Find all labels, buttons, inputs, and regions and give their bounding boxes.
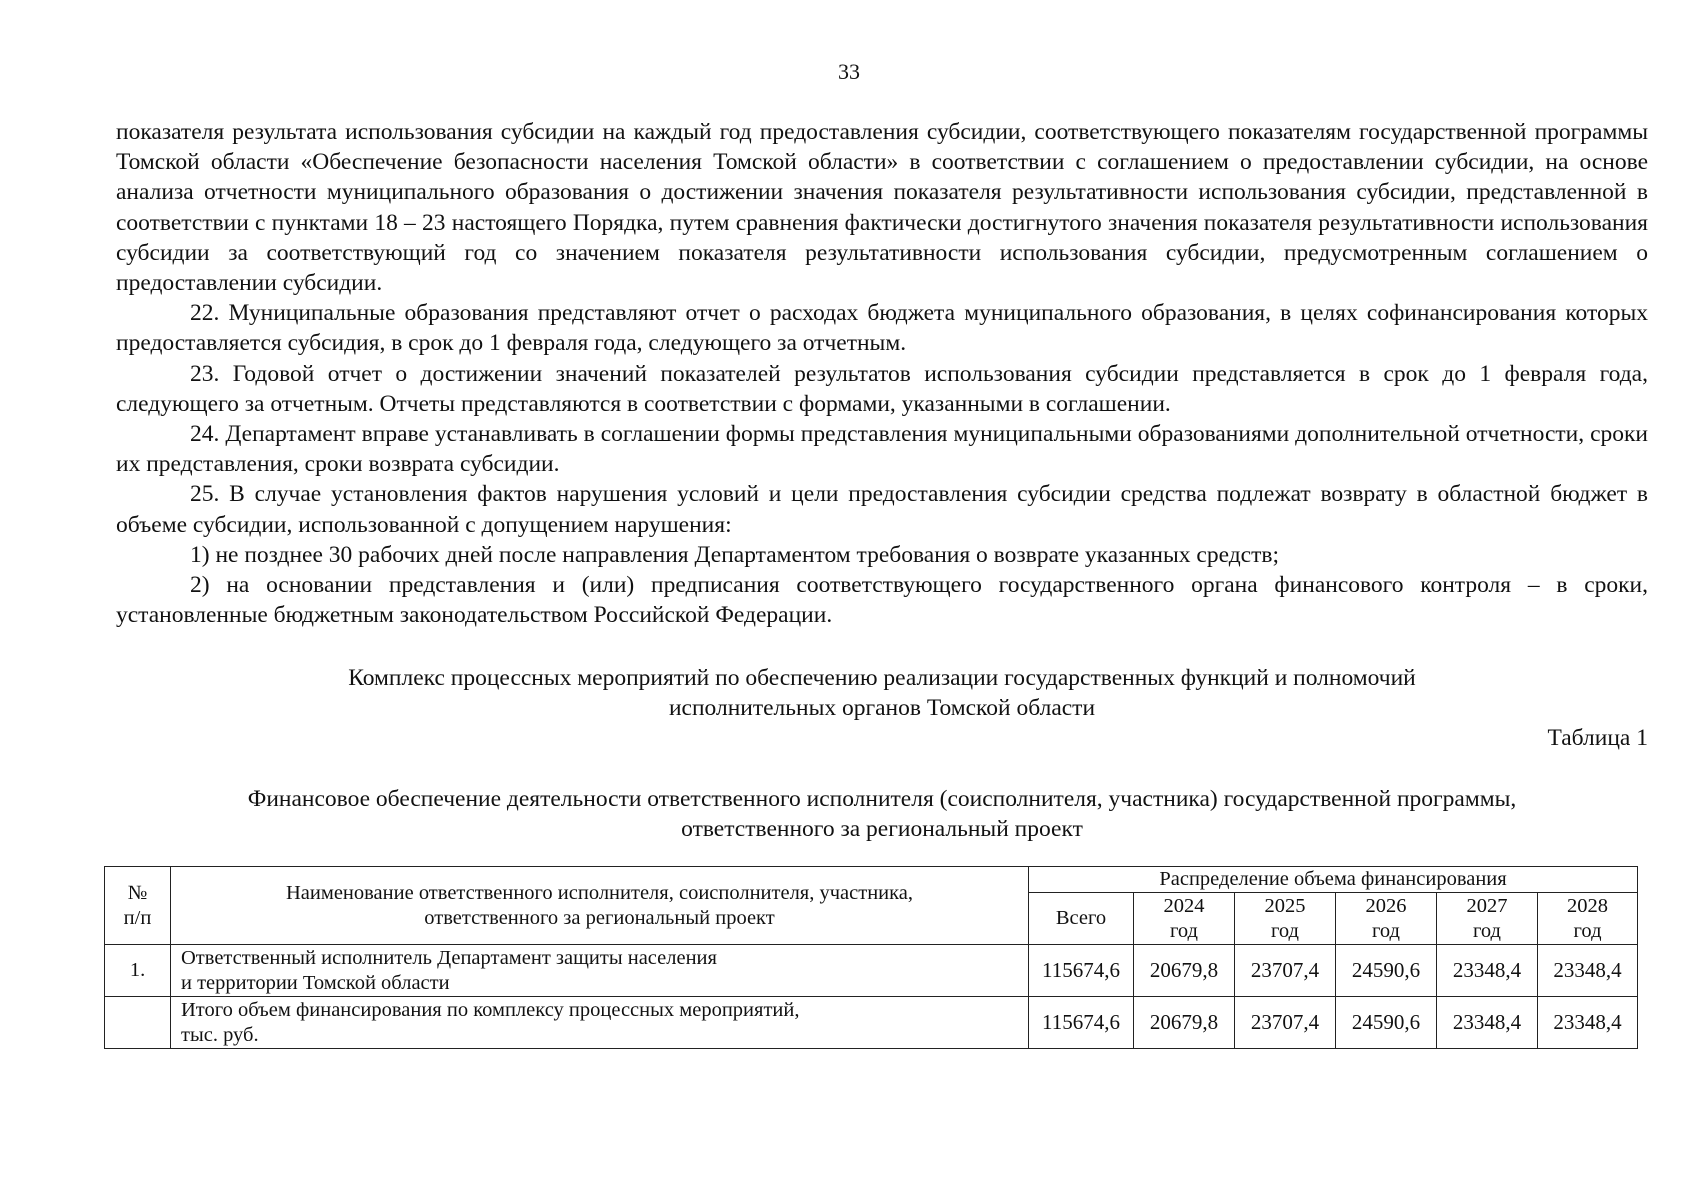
header-year-unit: год xyxy=(1473,919,1501,942)
page-number: 33 xyxy=(838,59,860,84)
complex-title-line-1: Комплекс процессных мероприятий по обеспечению реализации государственных функций и полномочий xyxy=(348,665,1416,691)
row-name xyxy=(171,945,1029,997)
paragraph-continuation: показателя результата использования субсидии на каждый год предоставления субсидии, соответствующего показателям государственной программы Томской области «Обеспечение безопасности населения Томской области» в соответствии с соглашением о предоставлении субсидии, на основе анализа отчетности муниципального образования о достижении значения показателя результативности использования субсидии, представленной в соответствии с пунктами 18 – 23 настоящего Порядка, путем сравнения фактически достигнутого значения показателя результативности использования субсидии за соответствующий год со значением показателя результативности использования субсидии, предусмотренным соглашением о предоставлении субсидии. xyxy=(116,119,1648,297)
row-value-2024: 20679,8 xyxy=(1134,997,1235,1049)
financing-title xyxy=(116,784,1648,844)
header-name xyxy=(171,867,1029,945)
financing-title-line-1: Финансовое обеспечение деятельности ответственного исполнителя (соисполнителя, участника) государственной программы, xyxy=(247,786,1517,812)
row-num: 1. xyxy=(105,945,171,997)
row-value-2026: 24590,6 xyxy=(1336,997,1437,1049)
header-distribution: Распределение объема финансирования xyxy=(1029,867,1638,893)
row-total: 115674,6 xyxy=(1029,945,1134,997)
header-name-line-2: ответственного за региональный проект xyxy=(424,906,775,929)
paragraph-24: 24. Департамент вправе устанавливать в соглашении формы представления муниципальными образованиями дополнительной отчетности, сроки их представления, сроки возврата субсидии. xyxy=(116,421,1648,478)
complex-title xyxy=(116,663,1648,723)
row-name-line-1: Ответственный исполнитель Департамент защиты населения xyxy=(181,946,717,969)
header-year-value: 2025 xyxy=(1264,894,1306,917)
header-year-value: 2024 xyxy=(1163,894,1205,917)
header-year-2024 xyxy=(1134,893,1235,945)
header-year-unit: год xyxy=(1170,919,1198,942)
row-value-2025: 23707,4 xyxy=(1235,997,1336,1049)
header-year-2028 xyxy=(1538,893,1638,945)
row-value-2028: 23348,4 xyxy=(1538,945,1638,997)
paragraph-25-item-2: 2) на основании представления и (или) предписания соответствующего государственного органа финансового контроля – в сроки, установленные бюджетным законодательством Российской Федерации. xyxy=(116,572,1648,629)
paragraph-25: 25. В случае установления фактов нарушения условий и цели предоставления субсидии средства подлежат возврату в областной бюджет в объеме субсидии, использованной с допущением нарушения: xyxy=(116,481,1648,538)
row-value-2027: 23348,4 xyxy=(1437,945,1538,997)
header-num-line-1: № xyxy=(127,881,148,904)
row-value-2027: 23348,4 xyxy=(1437,997,1538,1049)
header-year-unit: год xyxy=(1271,919,1299,942)
row-total: 115674,6 xyxy=(1029,997,1134,1049)
header-num xyxy=(105,867,171,945)
header-year-2026 xyxy=(1336,893,1437,945)
header-year-unit: год xyxy=(1372,919,1400,942)
row-name-line-1: Итого объем финансирования по комплексу процессных мероприятий, xyxy=(181,998,800,1021)
table-row-total xyxy=(105,997,1638,1049)
financing-title-line-2: ответственного за региональный проект xyxy=(681,816,1083,842)
table-row xyxy=(105,945,1638,997)
header-year-value: 2027 xyxy=(1466,894,1508,917)
header-name-line-1: Наименование ответственного исполнителя, соисполнителя, участника, xyxy=(285,881,914,904)
body-text xyxy=(116,117,1648,630)
header-year-value: 2028 xyxy=(1567,894,1609,917)
row-name xyxy=(171,997,1029,1049)
header-year-unit: год xyxy=(1573,919,1602,942)
row-value-2028: 23348,4 xyxy=(1538,997,1638,1049)
header-total: Всего xyxy=(1029,893,1134,945)
row-value-2025: 23707,4 xyxy=(1235,945,1336,997)
paragraph-23: 23. Годовой отчет о достижении значений показателей результатов использования субсидии представляется в срок до 1 февраля года, следующего за отчетным. Отчеты представляются в соответствии с формами, указанными в соглашении. xyxy=(116,360,1648,417)
table-label: Таблица 1 xyxy=(1547,725,1648,751)
row-name-line-2: и территории Томской области xyxy=(181,971,450,994)
table-header-row xyxy=(105,867,1638,893)
row-num xyxy=(105,997,171,1049)
row-value-2026: 24590,6 xyxy=(1336,945,1437,997)
paragraph-22: 22. Муниципальные образования представляют отчет о расходах бюджета муниципального образования, в целях софинансирования которых предоставляется субсидия, в срок до 1 февраля года, следующего за отчетным. xyxy=(116,300,1648,357)
row-value-2024: 20679,8 xyxy=(1134,945,1235,997)
complex-title-line-2: исполнительных органов Томской области xyxy=(668,695,1096,721)
header-num-line-2: п/п xyxy=(123,906,152,929)
header-year-2027 xyxy=(1437,893,1538,945)
header-year-value: 2026 xyxy=(1365,894,1407,917)
header-year-2025 xyxy=(1235,893,1336,945)
financing-table xyxy=(104,866,1638,1049)
paragraph-25-item-1: 1) не позднее 30 рабочих дней после направления Департаментом требования о возврате указанных средств; xyxy=(190,541,1279,568)
row-name-line-2: тыс. руб. xyxy=(181,1023,259,1046)
